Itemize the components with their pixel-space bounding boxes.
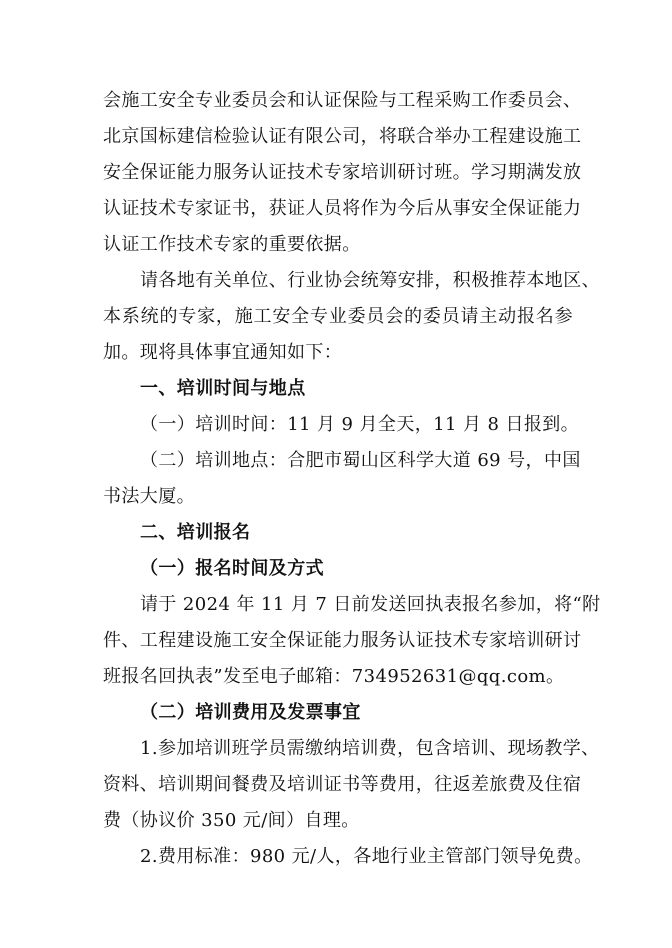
paragraph-line: 费（协议价 350 元/间）自理。 — [103, 810, 360, 831]
paragraph-line: 资料、培训期间餐费及培训证书等费用，往返差旅费及住宿 — [103, 774, 582, 795]
paragraph-line: 1.参加培训班学员需缴纳培训费，包含培训、现场教学、 — [140, 738, 600, 759]
paragraph-line: 2.费用标准：980 元/人，各地行业主管部门领导免费。 — [140, 846, 593, 867]
paragraph-line: 北京国标建信检验认证有限公司，将联合举办工程建设施工 — [103, 126, 582, 147]
paragraph-line: 书法大厦。 — [103, 486, 195, 507]
paragraph-line: 会施工安全专业委员会和认证保险与工程采购工作委员会、 — [103, 90, 582, 111]
paragraph-line: 请各地有关单位、行业协会统筹安排，积极推荐本地区、 — [140, 270, 600, 291]
paragraph-line: 件、工程建设施工安全保证能力服务认证技术专家培训研讨 — [103, 630, 582, 651]
paragraph-line: 本系统的专家，施工安全专业委员会的委员请主动报名参 — [103, 306, 573, 327]
section-heading: 一、培训时间与地点 — [140, 378, 306, 399]
section-heading: 二、培训报名 — [140, 522, 251, 543]
subsection-heading: （一）报名时间及方式 — [140, 558, 324, 579]
paragraph-line: 请于 2024 年 11 月 7 日前发送回执表报名参加，将“附 — [140, 594, 601, 615]
paragraph-line: （一）培训时间：11 月 9 月全天，11 月 8 日报到。 — [140, 414, 580, 435]
paragraph-line: 认证工作技术专家的重要依据。 — [103, 234, 361, 255]
subsection-heading: （二）培训费用及发票事宜 — [140, 702, 361, 723]
paragraph-line: 班报名回执表”发至电子邮箱：734952631@qq.com。 — [103, 666, 565, 687]
paragraph-line: （二）培训地点：合肥市蜀山区科学大道 69 号，中国 — [140, 450, 581, 471]
paragraph-line: 加。现将具体事宜通知如下： — [103, 342, 343, 363]
paragraph-line: 认证技术专家证书，获证人员将作为今后从事安全保证能力 — [103, 198, 582, 219]
paragraph-line: 安全保证能力服务认证技术专家培训研讨班。学习期满发放 — [103, 162, 582, 183]
